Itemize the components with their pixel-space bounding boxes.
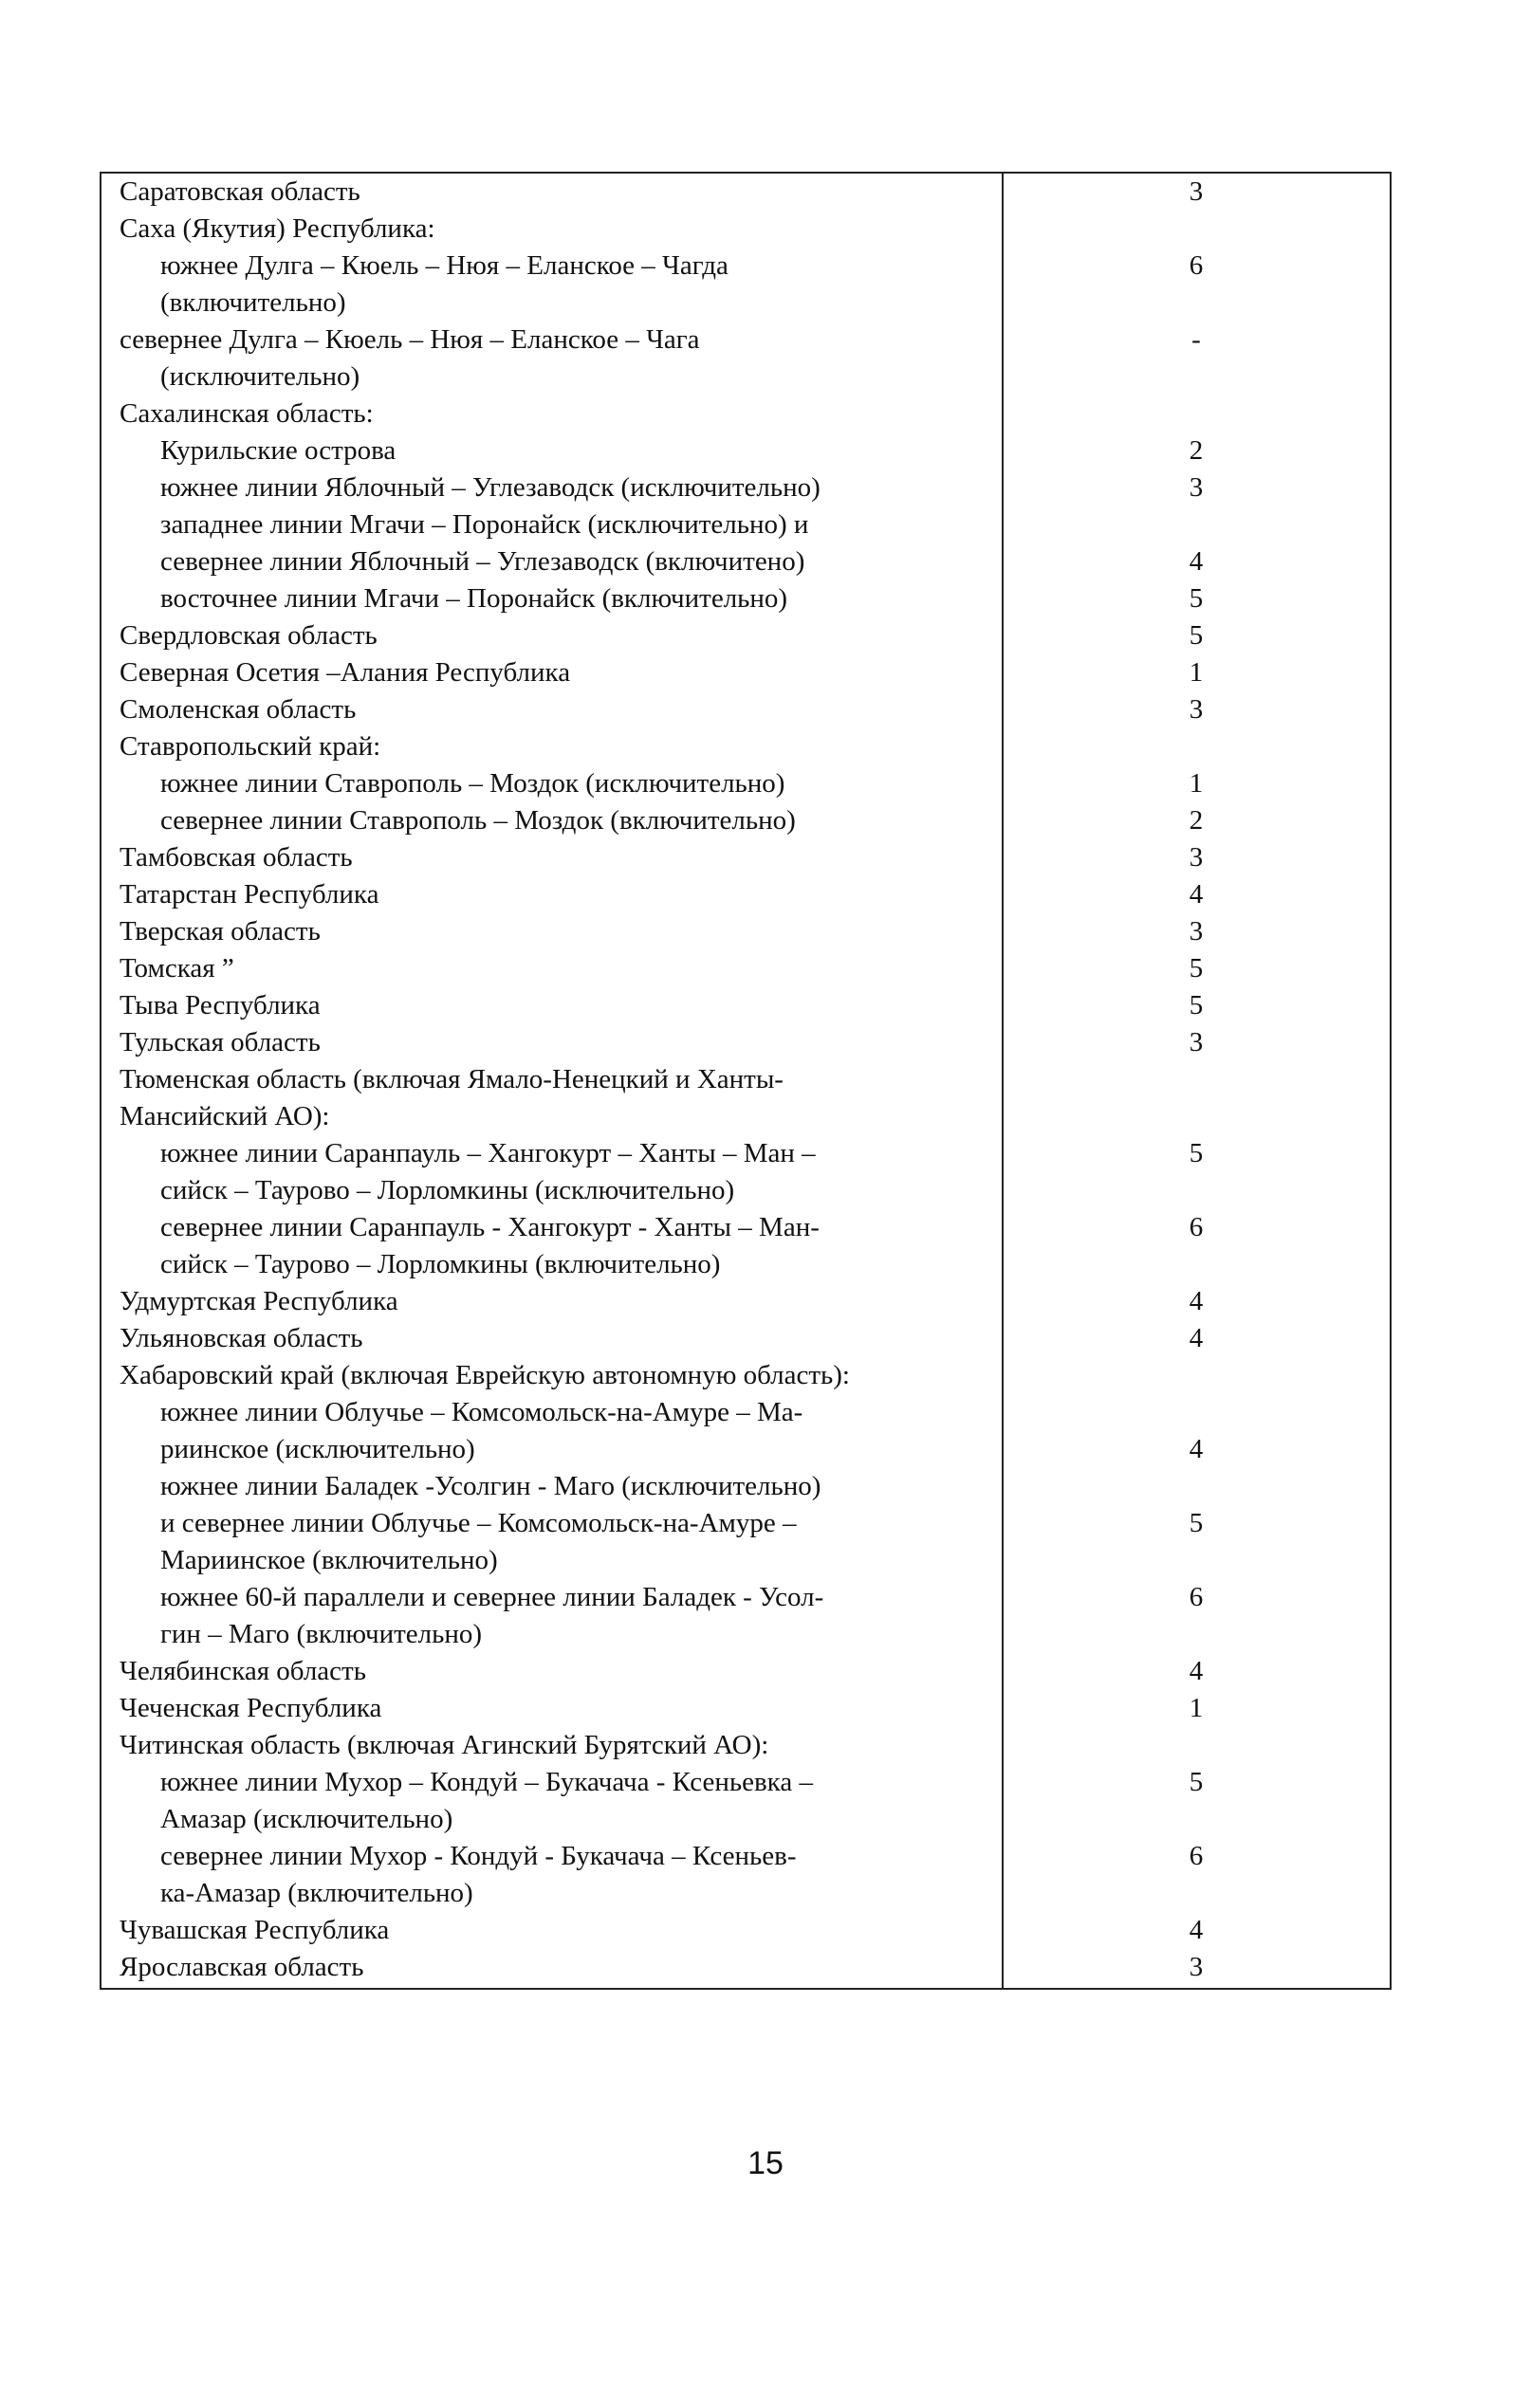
table-row: [101, 765, 1390, 802]
table-row: [101, 1653, 1390, 1690]
zone-value: 6: [1189, 1582, 1204, 1612]
table-row: [101, 802, 1390, 839]
region-label: Саха (Якутия) Республика:: [120, 213, 435, 244]
table-row: [101, 1505, 1390, 1542]
table-row: [101, 432, 1390, 469]
region-label: Амазар (исключительно): [160, 1804, 453, 1834]
table-row: [101, 285, 1390, 322]
region-label: Смоленская область: [120, 694, 357, 725]
zone-value: 3: [1189, 176, 1204, 207]
zone-value: 3: [1189, 842, 1204, 873]
region-label: восточнее линии Мгачи – Поронайск (включительно): [160, 583, 788, 614]
region-label: южнее 60-й параллели и севернее линии Баладек - Усол-: [160, 1582, 824, 1612]
table-row: [101, 1246, 1390, 1283]
zone-value: 3: [1189, 694, 1204, 725]
zone-value: 4: [1189, 1656, 1204, 1686]
table-row: [101, 1135, 1390, 1172]
table-row: [101, 913, 1390, 950]
region-label: сийск – Таурово – Лорломкины (исключительно): [160, 1175, 735, 1205]
region-label: Ульяновская область: [120, 1323, 363, 1353]
region-label: Мариинское (включительно): [160, 1545, 498, 1575]
table-row: [101, 543, 1390, 580]
region-label: Саратовская область: [120, 176, 360, 207]
table-row: [101, 1098, 1390, 1135]
region-label: риинское (исключительно): [160, 1434, 475, 1464]
region-label: Свердловская область: [120, 620, 378, 651]
table-row: [101, 1024, 1390, 1061]
zone-value: 5: [1189, 620, 1204, 651]
table-row: [101, 1431, 1390, 1468]
zone-value: 1: [1189, 1693, 1204, 1723]
region-label: Тыва Республика: [120, 990, 321, 1020]
table-row: [101, 1394, 1390, 1431]
region-label: южнее линии Баладек -Усолгин - Маго (исключительно): [160, 1471, 821, 1501]
region-label: севернее линии Яблочный – Углезаводск (включитено): [160, 546, 805, 577]
table-row: [101, 1172, 1390, 1209]
region-label: и севернее линии Облучье – Комсомольск-на-Амуре –: [160, 1508, 797, 1538]
region-label: Татарстан Республика: [120, 879, 379, 910]
region-label: севернее линии Саранпауль - Хангокурт - Ханты – Ман-: [160, 1212, 820, 1242]
zone-value: 3: [1189, 916, 1204, 947]
region-label: Читинская область (включая Агинский Бурятский АО):: [120, 1730, 769, 1760]
region-label: ка-Амазар (включительно): [160, 1878, 473, 1908]
table-row: [101, 1357, 1390, 1394]
table-row: [101, 1801, 1390, 1838]
zone-value: 6: [1189, 250, 1204, 281]
table-row: [101, 617, 1390, 654]
table-row: [101, 1283, 1390, 1320]
region-label: Сахалинская область:: [120, 398, 374, 429]
region-label: Тюменская область (включая Ямало-Ненецкий и Ханты-: [120, 1064, 784, 1094]
table-row: [101, 395, 1390, 432]
table-row: [101, 1690, 1390, 1727]
zone-value: 5: [1189, 583, 1204, 614]
zone-value: 5: [1189, 953, 1204, 983]
region-label: южнее линии Ставрополь – Моздок (исключительно): [160, 768, 785, 799]
table-row: [101, 1061, 1390, 1098]
zone-value: 4: [1189, 879, 1204, 910]
zone-value: 4: [1189, 1915, 1204, 1945]
region-label: севернее Дулга – Кюель – Нюя – Еланское – Чага: [120, 324, 700, 355]
region-label: Чувашская Республика: [120, 1915, 390, 1945]
region-label: Удмуртская Республика: [120, 1286, 398, 1316]
zone-value: 5: [1189, 1138, 1204, 1168]
region-label: западнее линии Мгачи – Поронайск (исключительно) и: [160, 509, 809, 540]
table-row: [101, 358, 1390, 395]
table-row: [101, 728, 1390, 765]
table-row: [101, 248, 1390, 285]
zone-value: 3: [1189, 1952, 1204, 1982]
zone-value: -: [1191, 324, 1201, 355]
table-row: [101, 691, 1390, 728]
zone-value: 3: [1189, 1027, 1204, 1057]
table-row: [101, 1912, 1390, 1949]
table-row: [101, 1838, 1390, 1875]
region-label: сийск – Таурово – Лорломкины (включительно): [160, 1249, 721, 1279]
table-row: [101, 1320, 1390, 1357]
zone-value: 3: [1189, 472, 1204, 503]
zone-value: 1: [1189, 768, 1204, 799]
region-label: Томская ”: [120, 953, 234, 983]
table-row: [101, 987, 1390, 1024]
zone-value: 4: [1189, 1323, 1204, 1353]
region-label: гин – Маго (включительно): [160, 1619, 483, 1649]
column-divider: [1002, 174, 1004, 1988]
zone-value: 6: [1189, 1841, 1204, 1871]
zone-value: 5: [1189, 990, 1204, 1020]
table-rows: [101, 174, 1390, 1988]
zone-value: 6: [1189, 1212, 1204, 1242]
table-row: [101, 1764, 1390, 1801]
region-label: Ставропольский край:: [120, 731, 381, 762]
zone-value: 1: [1189, 657, 1204, 688]
zone-value: 4: [1189, 1434, 1204, 1464]
region-label: (исключительно): [160, 361, 360, 392]
region-label: южнее Дулга – Кюель – Нюя – Еланское – Чагда: [160, 250, 729, 281]
region-table: [100, 172, 1392, 1990]
region-label: Мансийский АО):: [120, 1101, 330, 1131]
table-row: [101, 654, 1390, 691]
zone-value: 4: [1189, 546, 1204, 577]
table-row: [101, 174, 1390, 211]
zone-value: 2: [1189, 435, 1204, 466]
zone-value: 5: [1189, 1508, 1204, 1538]
region-label: Ярославская область: [120, 1952, 364, 1982]
region-label: Хабаровский край (включая Еврейскую автономную область):: [120, 1360, 850, 1390]
table-row: [101, 839, 1390, 876]
table-row: [101, 1616, 1390, 1653]
page-number: 15: [747, 2145, 784, 2181]
zone-value: 4: [1189, 1286, 1204, 1316]
region-label: южнее линии Облучье – Комсомольск-на-Амуре – Ма-: [160, 1397, 803, 1427]
region-label: Чеченская Республика: [120, 1693, 382, 1723]
table-row: [101, 322, 1390, 358]
region-label: севернее линии Ставрополь – Моздок (включительно): [160, 805, 796, 836]
table-row: [101, 1579, 1390, 1616]
table-row: [101, 1949, 1390, 1986]
table-row: [101, 876, 1390, 913]
table-row: [101, 1209, 1390, 1246]
region-label: севернее линии Мухор - Кондуй - Букачача – Ксеньев-: [160, 1841, 797, 1871]
region-label: южнее линии Саранпауль – Хангокурт – Ханты – Ман –: [160, 1138, 816, 1168]
zone-value: 2: [1189, 805, 1204, 836]
region-label: Северная Осетия –Алания Республика: [120, 657, 571, 688]
region-label: (включительно): [160, 287, 346, 318]
zone-value: 5: [1189, 1767, 1204, 1797]
region-label: Тверская область: [120, 916, 321, 947]
table-row: [101, 1875, 1390, 1912]
table-row: [101, 1727, 1390, 1764]
region-label: Курильские острова: [160, 435, 397, 466]
region-label: Тульская область: [120, 1027, 321, 1057]
table-row: [101, 1468, 1390, 1505]
table-row: [101, 580, 1390, 617]
table-row: [101, 469, 1390, 506]
table-row: [101, 1542, 1390, 1579]
region-label: южнее линии Яблочный – Углезаводск (исключительно): [160, 472, 821, 503]
table-row: [101, 506, 1390, 543]
table-row: [101, 950, 1390, 987]
region-label: южнее линии Мухор – Кондуй – Букачача - Ксеньевка –: [160, 1767, 813, 1797]
table-row: [101, 211, 1390, 248]
region-label: Тамбовская область: [120, 842, 353, 873]
region-label: Челябинская область: [120, 1656, 366, 1686]
